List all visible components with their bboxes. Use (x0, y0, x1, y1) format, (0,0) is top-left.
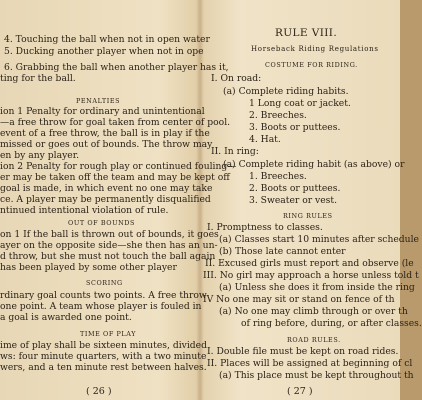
ring-line: II. Excused girls must report and observe (le (205, 258, 414, 269)
out-of-bounds-line: d throw, but she must not touch the ball again (0, 251, 216, 262)
costume-line: I. On road: (211, 73, 262, 84)
penalties-heading: PENALTIES (76, 97, 121, 105)
ring-line: III. No girl may approach a horse unless told t (203, 270, 419, 281)
time-line: ime of play shall be sixteen minutes, divided (0, 340, 207, 351)
costume-line: (a) Complete riding habit (as above) or (223, 159, 405, 170)
costume-line: 1 Long coat or jacket. (249, 98, 351, 109)
ring-line: (a) No one may climb through or over th (219, 306, 408, 317)
penalties-line: —a free throw for goal taken from center of pool. (0, 117, 231, 128)
costume-line: 2. Breeches. (249, 110, 307, 121)
right-page (203, 0, 422, 400)
ring-rules-heading: RING RULES (283, 212, 333, 220)
ring-line: I. Promptness to classes. (207, 222, 323, 233)
time-line: wers, and a ten minute rest between halves. (0, 362, 207, 373)
time-line: ws: four minute quarters, with a two minute (0, 351, 207, 362)
costume-line: (a) Complete riding habits. (223, 86, 349, 97)
penalties-line: er may be taken off the team and may be kept off (0, 172, 230, 183)
rule-title: RULE VIII. (275, 27, 338, 39)
costume-line: 2. Boots or puttees. (249, 183, 341, 194)
costume-line: 4. Hat. (249, 134, 281, 145)
penalties-line: ion 2 Penalty for rough play or continued fouling— (0, 161, 237, 172)
penalties-line: missed or goes out of bounds. The throw may (0, 139, 213, 150)
penalties-line: event of a free throw, the ball is in play if the (0, 128, 210, 139)
penalties-line: ce. A player may be permanently disqualified (0, 194, 211, 205)
ring-line: (a) Classes start 10 minutes after schedule (219, 234, 419, 245)
costume-heading: COSTUME FOR RIDING. (265, 61, 358, 69)
costume-line: 3. Sweater or vest. (249, 195, 337, 206)
out-of-bounds-line: ayer on the opposite side—she then has an un- (0, 240, 218, 251)
out-of-bounds-heading: OUT OF BOUNDS (68, 219, 135, 227)
rule-subtitle: Horseback Riding Regulations (251, 45, 379, 53)
rule-item-6-cont: ting for the ball. (0, 73, 76, 84)
rule-item-6: 6. Grabbing the ball when another player has it, (4, 62, 229, 73)
ring-line: (b) Those late cannot enter (219, 246, 346, 257)
road-line: I. Double file must be kept on road rides. (207, 346, 399, 357)
penalties-line: goal is made, in which event no one may take (0, 183, 213, 194)
page-number: ( 27 ) (287, 386, 313, 397)
ring-line: of ring before, during, or after classes. (241, 318, 422, 329)
penalties-line: ion 1 Penalty for ordinary and unintentional (0, 106, 205, 117)
costume-line: 3. Boots or puttees. (249, 122, 341, 133)
time-of-play-heading: TIME OF PLAY (80, 330, 137, 338)
ring-line: IV No one may sit or stand on fence of th (203, 294, 395, 305)
scoring-line: rdinary goal counts two points. A free throw (0, 290, 207, 301)
road-line: (a) This place must be kept throughout th (219, 370, 414, 381)
costume-line: 1. Breeches. (249, 171, 307, 182)
road-rules-heading: ROAD RULES. (287, 336, 341, 344)
scoring-line: one point. A team whose player is fouled in (0, 301, 202, 312)
penalties-line: ntinued intentional violation of rule. (0, 205, 169, 216)
out-of-bounds-line: on 1 If the ball is thrown out of bounds, it goes (0, 229, 219, 240)
page-number-left: ( 26 ) (86, 386, 112, 397)
out-of-bounds-line: has been played by some other player (0, 262, 177, 273)
left-page-bottom (0, 0, 207, 400)
scoring-line: a goal is awarded one point. (0, 312, 132, 323)
rule-item-4: 4. Touching the ball when not in open water (4, 34, 210, 45)
road-line: II. Places will be assigned at beginning of cl (207, 358, 413, 369)
scoring-heading: SCORING (86, 279, 123, 287)
rule-item-5: 5. Ducking another player when not in ope (4, 46, 204, 57)
ring-line: (a) Unless she does it from inside the ring (219, 282, 415, 293)
penalties-line: en by any player. (0, 150, 79, 161)
costume-line: II. In ring: (211, 146, 259, 157)
